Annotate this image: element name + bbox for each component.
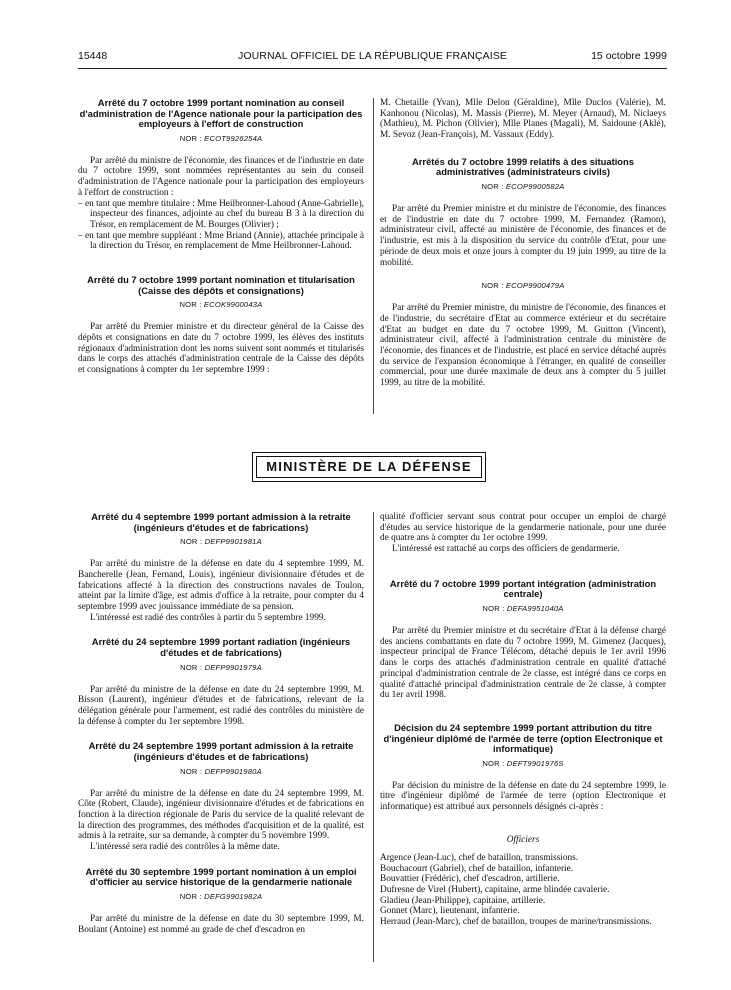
nor-reference: NOR : DEFP9901980A <box>180 766 262 776</box>
article-title: Arrêté du 7 octobre 1999 portant nomination et titularisation (Caisse des dépôts et consignations) <box>87 274 355 296</box>
officer-entry: Gladieu (Jean-Philippe), capitaine, artillerie. <box>380 895 546 906</box>
nor-reference: NOR : ECOP9900582A <box>481 182 565 191</box>
article-paragraph: L'intéressé est radié des contrôles à partir du 5 septembre 1999. <box>90 612 326 623</box>
page-number: 15448 <box>78 50 108 62</box>
article-paragraph: Par arrêté du Premier ministre et du secrétaire d'Etat à la défense chargé des anciens combattants en date du 7 octobre 1999, M. Gimenez (Jacques), inspecteur principal de France Télécom, détaché depuis le 1er avril 1996 dans le corps des attachés d'administration centrale en qualité d'attaché principal d'administration centrale de 2e classe, est intégré dans ce corps en qualité d'attaché principal d'administration centrale de 2e classe, à compter du 1er avril 1998. <box>380 626 666 701</box>
officer-entry: Herraud (Jean-Marc), chef de bataillon, troupes de marine/transmissions. <box>380 917 652 928</box>
article-paragraph: Par arrêté du ministre de la défense en date du 4 septembre 1999, M. Bancherelle (Jean, Fernand, Louis), ingénieur divisionnaire d'études et de fabrications affecté à la direction des constructions navales de Toulon, atteint par la limite d'âge, est admis d'office à la retraite, pour compter du 4 septembre 1999 avec jouissance immédiate de sa pension. <box>78 559 364 612</box>
column-divider-bottom <box>373 512 374 962</box>
officer-entry: Gonnet (Marc), lieutenant, infanterie. <box>380 906 520 917</box>
nor-reference: NOR : ECOP9900479A <box>481 281 565 291</box>
article-paragraph: Par arrêté du ministre de la défense en date du 30 septembre 1999, M. Boulant (Antoine) est nommé au grade de chef d'escadron en <box>78 914 364 935</box>
names-list: M. Chetaille (Yvan), Mlle Delon (Géraldine), Mlle Duclos (Valérie), M. Kanhonou (Nicolas), M. Massis (Pierre), M. Meyer (Arnaud), M. Niclaeys (Mathieu), M. Pichon (Olivier), Mlle Planes (Magali), M. Saidoune (Aklé), M. Sevoz (Jean-François), M. Vassaux (Eddy). <box>380 98 666 141</box>
article-title: Arrêté du 7 octobre 1999 portant intégration (administration centrale) <box>389 577 657 600</box>
bottom-left-column <box>78 512 364 935</box>
article-paragraph: Par arrêté du Premier ministre et du directeur général de la Caisse des dépôts et consignations en date du 7 octobre 1999, les élèves des instituts régionaux d'administration dont les noms suivent sont nommés et titularisés dans le corps des attachés d'administration centrale de la Caisse des dépôts et consignations à compter du 1er septembre 1999 : <box>78 322 364 376</box>
officer-entry: Dufresne de Virel (Hubert), capitaine, arme blindée cavalerie. <box>380 884 610 895</box>
officer-entry: Bouchacourt (Gabriel), chef de bataillon, infanterie. <box>380 863 574 874</box>
article-paragraph: L'intéressé est rattaché au corps des officiers de gendarmerie. <box>392 544 620 555</box>
nor-reference: NOR : DEFT9901976S <box>482 758 564 768</box>
article-title: Décision du 24 septembre 1999 portant attribution du titre d'ingénieur diplômé de l'armée de terre (option Electronique et informatique) <box>383 721 663 755</box>
nor-reference: NOR : ECOK9900043A <box>179 300 263 310</box>
article-paragraph: Par arrêté du ministre de la défense en date du 24 septembre 1999, M. Bisson (Laurent), ingénieur d'études et de fabrications, relevant de la délégation générale pour l'armement, est radié des contrôles du ministère de la défense à compter du 1er septembre 1998. <box>78 684 364 727</box>
nor-reference: NOR : DEFP9901981A <box>180 537 262 547</box>
bottom-right-column <box>380 512 666 928</box>
article-paragraph: Par arrêté du ministre de la défense en date du 24 septembre 1999, M. Côte (Robert, Claude), ingénieur divisionnaire d'études et de fabrications en fonction à la direction régionale de Paris du service de la qualité relevant de la direction des programmes, des méthodes d'acquisition et de la qualité, est admis à la retraite, sur sa demande, à compter du 5 novembre 1999. <box>78 788 364 842</box>
article-paragraph: qualité d'officier servant sous contrat pour occuper un emploi de chargé d'études au service historique de la gendarmerie nationale, pour une durée de quatre ans à compter du 1er octobre 1999. <box>380 512 666 544</box>
article-paragraph: Par décision du ministre de la défense en date du 24 septembre 1999, le titre d'ingénieur diplômé de l'armée de terre (option Electronique et informatique) est attribué aux personnels désignés ci-après : <box>380 780 666 813</box>
officer-entry: Bouvattier (Frédéric), chef d'escadron, artillerie. <box>380 874 560 885</box>
issue-date: 15 octobre 1999 <box>591 50 667 62</box>
column-divider-top <box>373 98 374 414</box>
header-rule <box>78 68 667 69</box>
nor-reference: NOR : DEFG9901982A <box>179 892 263 901</box>
officers-heading: Officiers <box>506 834 540 845</box>
nor-reference: NOR : ECOT9926254A <box>179 133 263 143</box>
article-title: Arrêté du 30 septembre 1999 portant nomination à un emploi d'officier au service historique de la gendarmerie nationale <box>85 865 357 888</box>
page-header <box>78 50 667 66</box>
article-paragraph: Par arrêté du Premier ministre, du ministre de l'économie, des finances et de l'industrie, du secrétaire d'Etat au commerce extérieur et du secrétaire d'Etat au budget en date du 7 octobre 1999, M. Guitton (Vincent), administrateur civil, affecté à l'administration centrale du ministère de l'économie, des finances et de l'industrie, est placé en service détaché auprès du service de l'expansion économique à l'étranger, en qualité de conseiller commercial, pour une durée maximale de deux ans à compter du 5 juillet 1999, au titre de la mobilité. <box>380 303 666 389</box>
article-title: Arrêté du 7 octobre 1999 portant nomination au conseil d'administration de l'Agence nationale pour la participation des employeurs à l'effort de construction <box>79 97 363 130</box>
nor-reference: NOR : DEFP9901979A <box>180 662 262 672</box>
top-left-column <box>78 98 364 376</box>
article-title: Arrêté du 24 septembre 1999 portant radiation (ingénieurs d'études et de fabrications) <box>91 636 351 658</box>
ministry-title: MINISTÈRE DE LA DÉFENSE <box>266 459 472 474</box>
journal-title: JOURNAL OFFICIEL DE LA RÉPUBLIQUE FRANÇAISE <box>238 50 507 62</box>
article-paragraph: Par arrêté du Premier ministre et du ministre de l'économie, des finances et de l'industrie en date du 7 octobre 1999, M. Fernandez (Ramon), administrateur civil, affecté au ministère de l'économie, des finances et de l'industrie, est mis à la disposition du service du contrôle d'Etat, pour une période de deux mois et onze jours à compter du 19 juin 1999, au titre de la mobilité. <box>380 204 666 268</box>
article-title: Arrêtés du 7 octobre 1999 relatifs à des situations administratives (administrateurs civils) <box>412 155 634 178</box>
article-paragraph: Par arrêté du ministre de l'économie, des finances et de l'industrie en date du 7 octobre 1999, sont nommées représentantes au sein du conseil d'administration de l'Agence nationale pour la participation des employeurs à l'effort de construction : <box>78 155 364 198</box>
article-title: Arrêté du 4 septembre 1999 portant admission à la retraite (ingénieurs d'études et de fabrications) <box>91 511 351 533</box>
top-right-column <box>380 98 666 389</box>
bullet-item: – en tant que membre titulaire : Mme Heilbronner-Lahoud (Anne-Gabrielle), inspecteur des finances, adjointe au chef du bureau B 3 à la direction du Trésor, en remplacement de M. Bourges (Olivier) ; <box>78 198 364 230</box>
article-title: Arrêté du 24 septembre 1999 portant admission à la retraite (ingénieurs d'études et de fabrications) <box>88 740 354 762</box>
officer-entry: Argence (Jean-Luc), chef de bataillon, transmissions. <box>380 852 579 863</box>
bullet-item: – en tant que membre suppléant : Mme Briand (Annie), attachée principale à la direction du Trésor, en remplacement de Mme Heilbronner-Lahoud. <box>78 230 364 252</box>
ministry-banner <box>252 452 486 482</box>
article-paragraph: L'intéressé sera radié des contrôles à la même date. <box>90 842 280 853</box>
nor-reference: NOR : DEFA9951040A <box>482 604 564 613</box>
